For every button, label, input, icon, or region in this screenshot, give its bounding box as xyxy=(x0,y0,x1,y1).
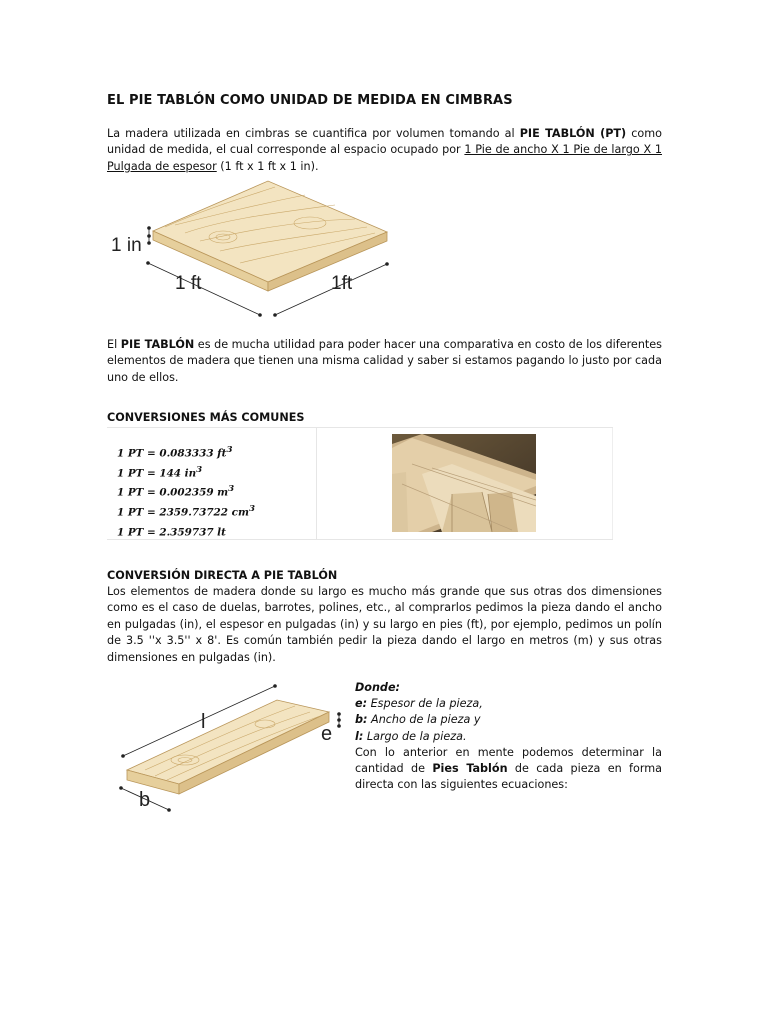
conversions-heading: CONVERSIONES MÁS COMUNES xyxy=(107,411,305,424)
board-dimensions-figure xyxy=(115,678,350,818)
intro-paragraph xyxy=(107,126,662,175)
label-e: e xyxy=(321,723,333,745)
direct-conversion-heading: CONVERSIÓN DIRECTA A PIE TABLÓN xyxy=(107,569,338,582)
intro-pt-term: PIE TABLÓN (PT) xyxy=(519,127,627,140)
intro-text-3: como unidad de medida, el cual corresponde al espacio ocupado por xyxy=(107,127,663,157)
conversions-list xyxy=(117,442,255,540)
usefulness-text-3: es de mucha utilidad para poder hacer una comparativa en costo de los diferentes elementos de madera que tienen una misma calidad y saber si estamos pagando lo justo por cada uno de ellos. xyxy=(107,338,663,384)
legend-l: l: Largo de la pieza. xyxy=(355,729,467,743)
variables-legend xyxy=(355,680,662,793)
conversion-in3: 1 PT = 144 $in^3$ xyxy=(117,464,203,480)
label-1-ft-right: 1ft xyxy=(331,273,353,294)
board-pie-tablon-figure xyxy=(105,175,405,325)
label-1-ft-left: 1 ft xyxy=(175,273,202,294)
label-1-in: 1 in xyxy=(111,235,142,256)
usefulness-pt-term: PIE TABLÓN xyxy=(120,338,195,351)
conversion-cm3: 1 PT = 2359.73722 $cm^3$ xyxy=(117,504,255,519)
conversion-m3: 1 PT = 0.002359 $m^3$ xyxy=(117,484,235,499)
legend-e: e: Espesor de la pieza, xyxy=(355,697,483,711)
table-right-edge xyxy=(612,428,613,539)
conversions-table xyxy=(107,427,613,540)
page-title: EL PIE TABLÓN COMO UNIDAD DE MEDIDA EN CIMBRAS xyxy=(107,93,513,108)
usefulness-paragraph xyxy=(107,337,662,386)
usefulness-text-1: El xyxy=(107,338,121,351)
pies-tablon-term: Pies Tablón xyxy=(432,762,508,776)
equations-intro: Con lo anterior en mente podemos determinar la cantidad de Pies Tablón de cada pieza en forma directa con las siguientes ecuaciones: xyxy=(355,745,662,792)
label-l: l xyxy=(201,711,206,733)
direct-conversion-paragraph: Los elementos de madera donde su largo es mucho más grande que sus otras dos dimensiones como es el caso de duelas, barrotes, polines, etc., al comprarlos pedimos la pieza dando el ancho en pulgadas (in), el espesor en pulgadas (in) y su largo en pies (ft), por ejemplo, pedimos un polín de 3.5 ''x 3.5'' x 8'. Es común también pedir la pieza dando el largo en metros (m) y sus otras dimensiones en pulgadas (in). xyxy=(107,585,662,664)
intro-text-5: (1 ft x 1 ft x 1 in). xyxy=(216,159,319,173)
donde-heading: Donde: xyxy=(355,681,401,694)
intro-text-1: La madera utilizada en cimbras se cuantifica por volumen tomando al xyxy=(107,127,520,140)
conversion-lt: 1 PT = 2.359737 lt xyxy=(117,526,226,539)
label-b: b xyxy=(139,789,151,811)
legend-b: b: Ancho de la pieza y xyxy=(355,713,481,727)
conversion-ft3: 1 PT = 0.083333 $ft^3$ xyxy=(117,445,233,460)
intro-dimension-definition: 1 Pie de ancho X 1 Pie de largo X 1 Pulgada de espesor xyxy=(107,143,662,173)
table-divider xyxy=(316,428,317,539)
lumber-stack-photo xyxy=(392,434,536,532)
